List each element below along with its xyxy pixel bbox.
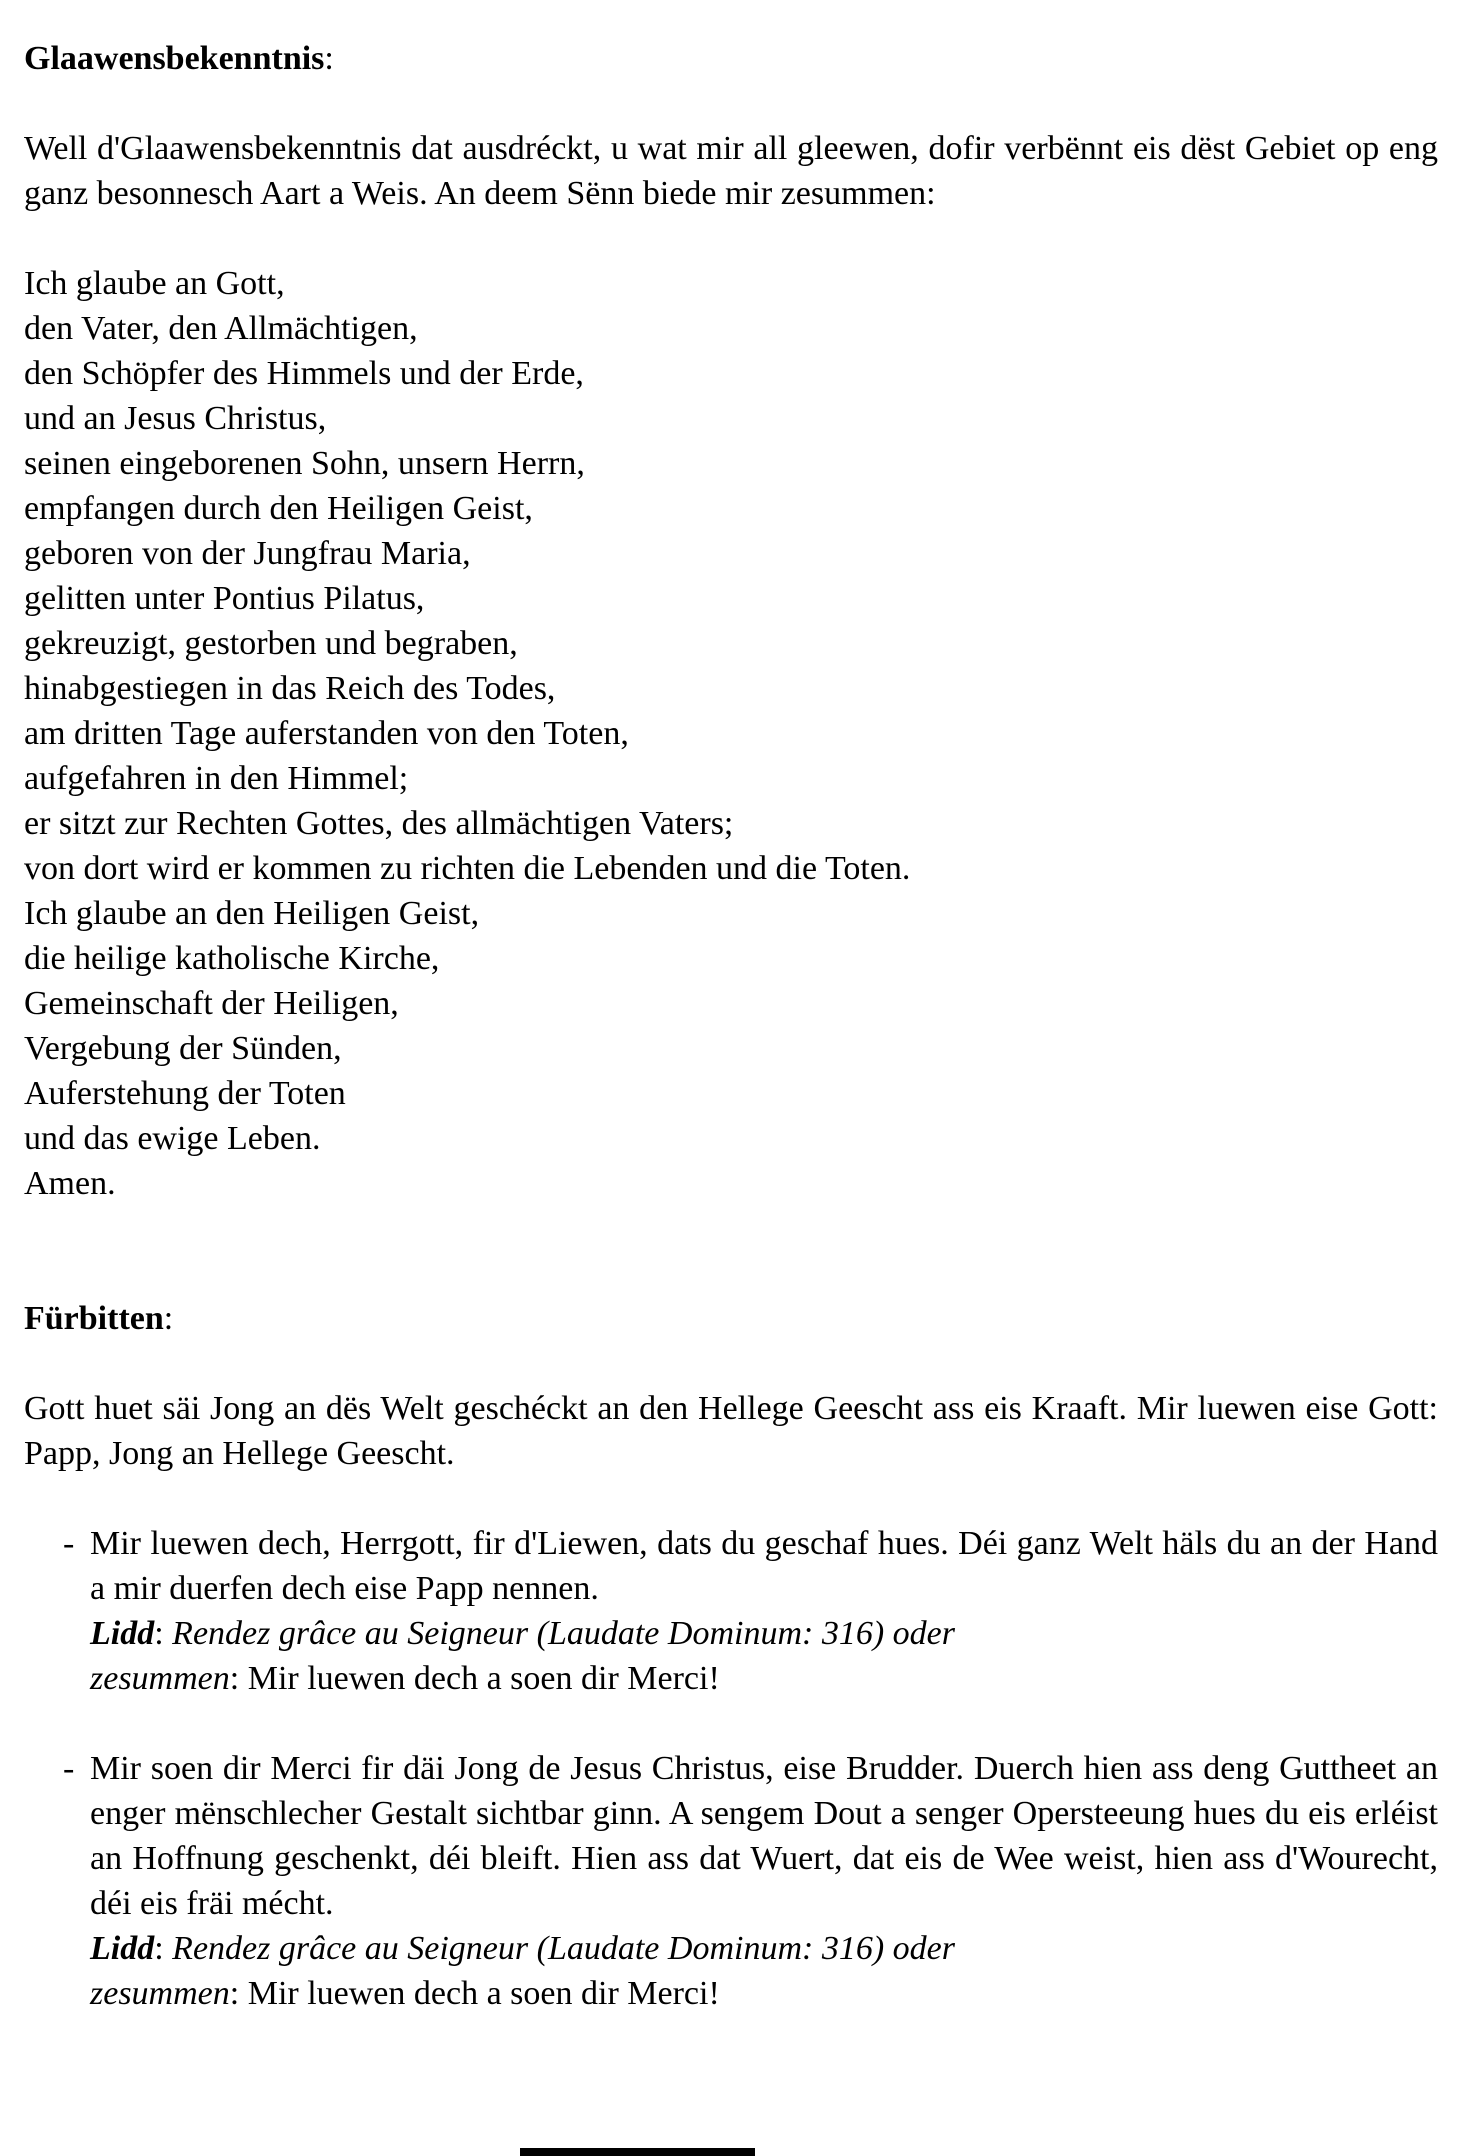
creed-line: die heilige katholische Kirche, — [24, 940, 440, 977]
song-line — [90, 1926, 1438, 1971]
response-separator: : — [229, 1975, 248, 2012]
creed-heading-colon: : — [324, 40, 334, 77]
creed-line: den Schöpfer des Himmels und der Erde, — [24, 355, 584, 392]
response-text: Mir luewen dech a soen dir Merci! — [247, 1975, 720, 2012]
creed-line: Ich glaube an den Heiligen Geist, — [24, 895, 480, 932]
creed-line: Auferstehung der Toten — [24, 1075, 346, 1112]
creed-line: den Vater, den Allmächtigen, — [24, 310, 418, 347]
creed-heading — [24, 36, 1438, 81]
creed-line: Vergebung der Sünden, — [24, 1030, 342, 1067]
creed-line: Gemeinschaft der Heiligen, — [24, 985, 399, 1022]
creed-line: von dort wird er kommen zu richten die Lebenden und die Toten. — [24, 850, 911, 887]
creed-line: hinabgestiegen in das Reich des Todes, — [24, 670, 556, 707]
intercessions-heading-text: Fürbitten — [24, 1300, 164, 1337]
bullet-dash: - — [63, 1525, 75, 1562]
song-separator: : — [154, 1615, 173, 1652]
apostles-creed — [24, 261, 1438, 1206]
response-label: zesummen — [90, 1660, 230, 1697]
response-line — [90, 1656, 1438, 1701]
bottom-edge-artifact — [520, 2148, 755, 2156]
creed-line: aufgefahren in den Himmel; — [24, 760, 409, 797]
creed-line: gelitten unter Pontius Pilatus, — [24, 580, 425, 617]
intercessions-intro-paragraph: Gott huet säi Jong an dës Welt geschéckt an den Hellege Geescht ass eis Kraaft. Mir luewen eise Gott: Papp, Jong an Hellege Geescht. — [24, 1390, 1438, 1472]
creed-line: Amen. — [24, 1165, 116, 1202]
song-title: Rendez grâce au Seigneur (Laudate Dominum: 316) oder — [172, 1930, 955, 1967]
response-line — [90, 1971, 1438, 2016]
response-separator: : — [229, 1660, 248, 1697]
intercession-text: Mir luewen dech, Herrgott, fir d'Liewen, dats du geschaf hues. Déi ganz Welt häls du an der Hand a mir duerfen dech eise Papp nennen. — [90, 1525, 1438, 1607]
response-text: Mir luewen dech a soen dir Merci! — [247, 1660, 720, 1697]
creed-line: seinen eingeborenen Sohn, unsern Herrn, — [24, 445, 585, 482]
creed-line: empfangen durch den Heiligen Geist, — [24, 490, 533, 527]
bullet-dash: - — [63, 1750, 75, 1787]
intercession-item — [24, 1521, 1438, 1701]
intercession-item — [24, 1746, 1438, 2016]
creed-line: er sitzt zur Rechten Gottes, des allmächtigen Vaters; — [24, 805, 734, 842]
creed-line: gekreuzigt, gestorben und begraben, — [24, 625, 518, 662]
creed-line: und das ewige Leben. — [24, 1120, 321, 1157]
intercessions-heading — [24, 1296, 1438, 1341]
song-line — [90, 1611, 1438, 1656]
creed-intro-paragraph: Well d'Glaawensbekenntnis dat ausdréckt, u wat mir all gleewen, dofir verbënnt eis dëst Gebiet op eng ganz besonnesch Aart a Weis. An deem Sënn biede mir zesummen: — [24, 130, 1438, 212]
song-separator: : — [154, 1930, 173, 1967]
creed-line: und an Jesus Christus, — [24, 400, 327, 437]
song-label: Lidd — [90, 1615, 155, 1652]
creed-line: geboren von der Jungfrau Maria, — [24, 535, 471, 572]
song-title: Rendez grâce au Seigneur (Laudate Dominum: 316) oder — [172, 1615, 955, 1652]
intercession-text: Mir soen dir Merci fir däi Jong de Jesus Christus, eise Brudder. Duerch hien ass deng Guttheet an enger mënschlecher Gestalt sichtbar ginn. A sengem Dout a senger Opersteeung hues du eis erléist an Hoffnung geschenkt, déi bleift. Hien ass dat Wuert, dat eis de Wee weist, hien ass d'Wourecht, déi eis fräi mécht. — [90, 1750, 1438, 1922]
creed-line: Ich glaube an Gott, — [24, 265, 285, 302]
intercessions-heading-colon: : — [163, 1300, 174, 1337]
creed-line: am dritten Tage auferstanden von den Toten, — [24, 715, 629, 752]
creed-heading-text: Glaawensbekenntnis — [24, 40, 325, 77]
song-label: Lidd — [90, 1930, 155, 1967]
response-label: zesummen — [90, 1975, 230, 2012]
